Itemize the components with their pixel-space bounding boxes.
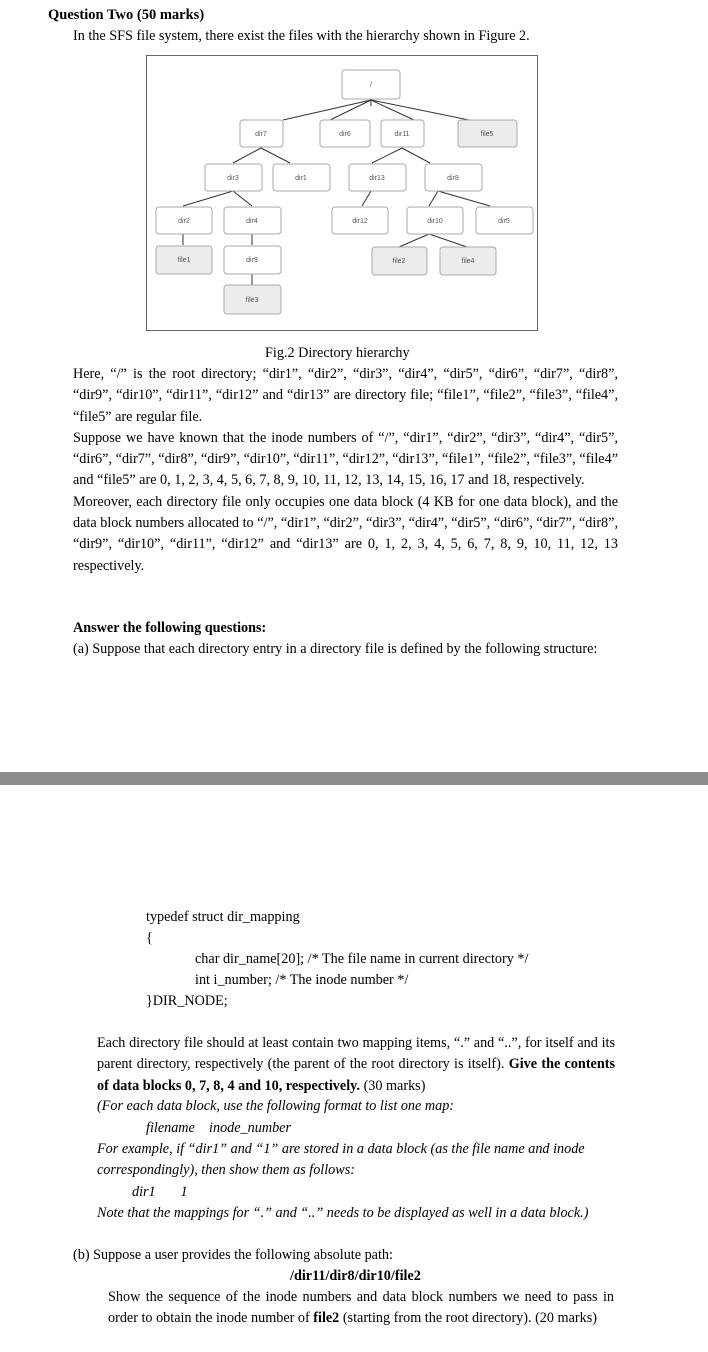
node-dir7-label: dir7 xyxy=(255,131,267,138)
node-dir12-label: dir12 xyxy=(352,218,368,225)
node-dir1-label: dir1 xyxy=(295,175,307,182)
node-file1 xyxy=(156,246,212,274)
question-b-text: Show the sequence of the inode numbers and data block numbers we need to pass in order to obtain the inode number of xyxy=(108,1289,614,1327)
question-title: Question Two (50 marks) xyxy=(48,7,205,23)
question-b-target: file2 xyxy=(313,1310,340,1327)
paragraph-inode-numbers: Suppose we have known that the inode numbers of “/”, “dir1”, “dir2”, “dir3”, “dir4”, “dir5”, “dir6”, “dir7”, “dir8”, “dir9”, “dir10”, “dir11”, “dir12”, “dir13”, “file1”, “file2”, “file3”, “file4” and “file5” are 0, 1, 2, 3, 4, 5, 6, 7, 8, 9, 10, 11, 12, 13, 14, 15, 16, 17 and 18, respectively. xyxy=(73,429,618,489)
node-dir6 xyxy=(320,120,370,147)
question-a-intro: (a) Suppose that each directory entry in a directory file is defined by the following structure: xyxy=(73,641,598,657)
node-dir5-label: dir5 xyxy=(498,218,510,225)
node-dir12 xyxy=(332,207,388,234)
node-file4-label: file4 xyxy=(461,258,475,265)
mapping-note: Note that the mappings for “.” and “..” needs to be displayed as well in a data block.) xyxy=(97,1205,589,1221)
question-b-path: /dir11/dir8/dir10/file2 xyxy=(290,1268,421,1284)
example-intro: For example, if “dir1” and “1” are stored in a data block (as the file name and inode correspondingly), then show them as follows: xyxy=(97,1141,585,1179)
code-line-close: }DIR_NODE; xyxy=(146,993,228,1009)
node-dir8 xyxy=(425,164,482,191)
node-dir10 xyxy=(407,207,463,234)
node-dir3 xyxy=(205,164,262,191)
node-dir10-label: dir10 xyxy=(427,218,443,225)
node-file5-label: file5 xyxy=(480,131,494,138)
format-note: (For each data block, use the following format to list one map: xyxy=(97,1098,455,1114)
code-line-open-brace: { xyxy=(146,930,153,946)
node-dir7 xyxy=(240,120,283,147)
node-file2 xyxy=(372,247,427,275)
question-b-intro: (b) Suppose a user provides the following absolute path: xyxy=(73,1247,393,1263)
node-dir1 xyxy=(273,164,330,191)
question-a-marks: (30 marks) xyxy=(360,1077,426,1094)
directory-hierarchy-figure xyxy=(146,55,538,331)
node-dir2 xyxy=(156,207,212,234)
node-dir13 xyxy=(349,164,406,191)
question-a-task: Give the contents of data blocks 0, 7, 8, 4 and 10, respectively. xyxy=(97,1056,615,1094)
node-dir13-label: dir13 xyxy=(369,175,385,182)
node-dir2-label: dir2 xyxy=(178,218,190,225)
node-dir4 xyxy=(224,207,281,234)
paragraph-file-types: Here, “/” is the root directory; “dir1”, “dir2”, “dir3”, “dir4”, “dir5”, “dir6”, “dir7”, “dir8”, “dir9”, “dir10”, “dir11”, “dir12” and “dir13” are directory file; “file1”, “file2”, “file3”, “file4”, “file5” are regular file. xyxy=(73,366,618,425)
node-file2-label: file2 xyxy=(392,258,406,265)
node-root-label: / xyxy=(370,82,372,89)
code-line-typedef: typedef struct dir_mapping xyxy=(146,909,300,925)
format-example: filename inode_number xyxy=(146,1120,291,1136)
node-file5 xyxy=(458,120,517,147)
question-b-body xyxy=(108,1287,614,1330)
node-dir5 xyxy=(476,207,533,234)
node-dir9-label: dir9 xyxy=(246,257,258,264)
code-line-dir-name: char dir_name[20]; /* The file name in current directory */ xyxy=(195,951,529,967)
question-a-text: Each directory file should at least contain two mapping items, “.” and “..”, for itself and its parent directory, respectively (the parent of the root directory is itself). xyxy=(97,1035,615,1073)
node-dir8-label: dir8 xyxy=(447,175,459,182)
node-file3-label: file3 xyxy=(245,297,259,304)
answer-heading: Answer the following questions: xyxy=(73,620,267,636)
code-line-i-number: int i_number; /* The inode number */ xyxy=(195,972,409,988)
example-line: dir1 1 xyxy=(132,1184,188,1200)
question-b-marks: (starting from the root directory). (20 marks) xyxy=(339,1310,597,1327)
page-divider xyxy=(0,772,708,785)
node-dir11-label: dir11 xyxy=(394,131,410,138)
node-root xyxy=(342,70,400,99)
intro-text: In the SFS file system, there exist the files with the hierarchy shown in Figure 2. xyxy=(73,28,530,44)
node-file4 xyxy=(440,247,496,275)
node-dir6-label: dir6 xyxy=(339,131,351,138)
paragraph-data-blocks: Moreover, each directory file only occupies one data block (4 KB for one data block), and the data block numbers allocated to “/”, “dir1”, “dir2”, “dir3”, “dir4”, “dir5”, “dir6”, “dir7”, “dir8”, “dir9”, “dir10”, “dir11”, “dir12” and “dir13” are 0, 1, 2, 3, 4, 5, 6, 7, 8, 9, 10, 11, 12, 13 respectively. xyxy=(73,493,618,574)
description-block xyxy=(73,364,618,577)
node-file1-label: file1 xyxy=(177,257,191,264)
node-dir4-label: dir4 xyxy=(246,218,258,225)
node-file3 xyxy=(224,285,281,314)
question-a-body xyxy=(97,1033,615,1097)
node-dir3-label: dir3 xyxy=(227,175,239,182)
hierarchy-diagram xyxy=(147,56,537,330)
node-dir9 xyxy=(224,246,281,274)
node-dir11 xyxy=(381,120,424,147)
figure-caption: Fig.2 Directory hierarchy xyxy=(265,345,410,361)
